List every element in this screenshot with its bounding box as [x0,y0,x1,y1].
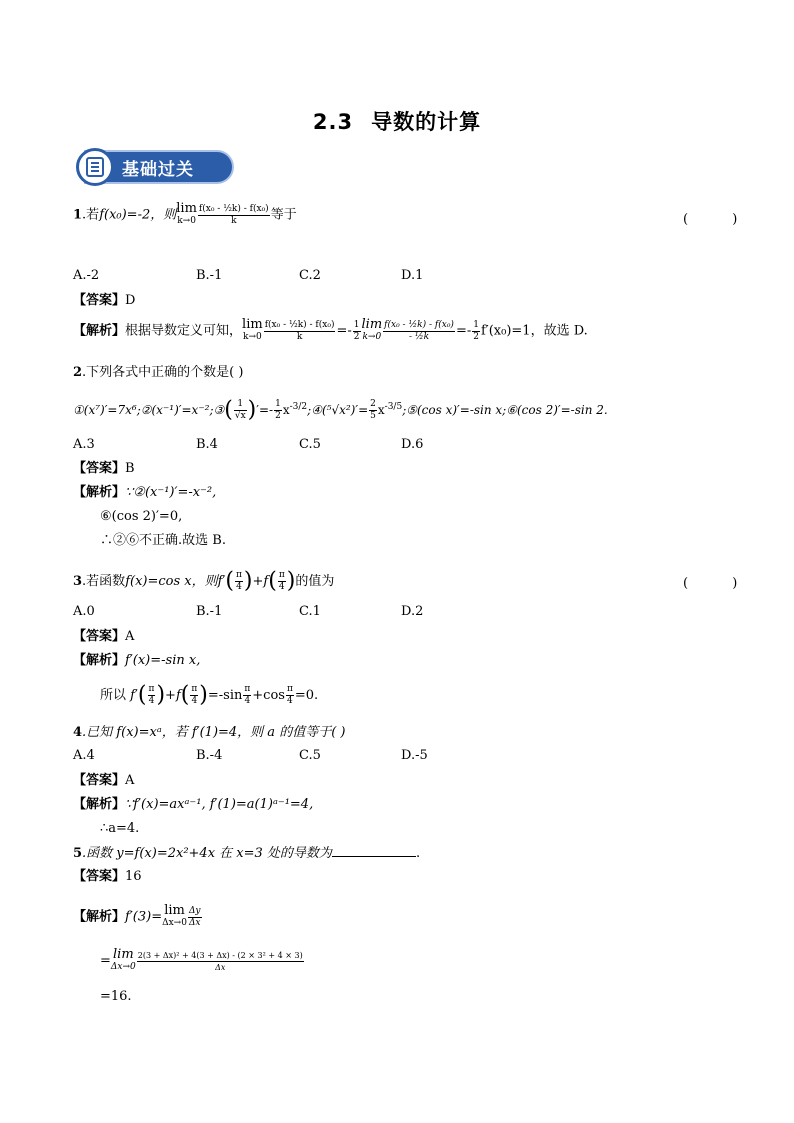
q2-stem: 2.下列各式中正确的个数是( ) [73,365,244,380]
list-icon [84,156,106,178]
section-banner [76,148,236,188]
q5-analysis-2: = lim Δx→0 $\frac{\text{2(3 + Δx)² + 4(3 + Δx) - (2 × 3² + 4 × 3)}}{\Delta x}$ [100,947,303,972]
q3-option-d: D.2 [401,604,424,619]
q5-number: 5 [73,846,83,861]
q3-answer: 【答案】A [73,629,135,644]
q1-analysis: 【解析】根据导数定义可知，lim k→0 $\frac{\text{f(x₀ - ½k) - f(x₀)}}{k}$ =- $\frac{1}{2}$ lim k→0 $\frac{\text{f(x₀ - ½k) - f(x₀)}}{\text{- ½k}}$ =- $\frac{1}{2}$ f′(x₀)=1，故选 D. [73,317,588,342]
q1-option-b: B.-1 [196,268,223,283]
q2-option-c: C.5 [299,437,321,452]
q2-analysis-1: 【解析】∵②(x⁻¹)′=-x⁻², [73,485,217,500]
q4-stem: 4.已知 f(x)=xᵃ，若 f′(1)=4，则 a 的值等于( ) [73,725,346,740]
q1-number: 1 [73,207,83,223]
q2-answer: 【答案】B [73,461,135,476]
q2-option-b: B.4 [196,437,218,452]
q2-items: ①(x⁷)′=7x⁶;②(x⁻¹)′=x⁻²;③( $\frac{1}{√x}$ )′=- $\frac{1}{2}$ $x^{-3/2};④(^5√x^2)'=$ $\frac{2}{5}$ $x^{-3/5};⑤(\cos$ x)′=-sin x;⑥(cos 2)′=-sin 2. [73,397,608,423]
q1-answer: 【答案】D [73,293,136,308]
q1-answer-bracket: ( ) [683,212,758,227]
q5-analysis-1: 【解析】f′(3)= lim Δx→0 $\frac{\Delta y}{\Delta x}$ [73,903,201,928]
q1-option-a: A.-2 [73,268,100,283]
q2-analysis-3: ∴②⑥不正确.故选 B. [100,533,226,548]
q4-option-d: D.-5 [401,748,428,763]
q2-number: 2 [73,365,83,380]
q4-analysis-2: ∴a=4. [100,821,140,836]
q5-answer: 【答案】16 [73,869,142,884]
q2-option-d: D.6 [401,437,424,452]
q5-answer-blank[interactable] [332,844,416,857]
q4-answer: 【答案】A [73,773,135,788]
q1-fraction: $\frac{\text{f(x₀ - ½k) - f(x₀)}}{k}$ [198,203,269,226]
q5-stem: 5.函数 y=f(x)=2x²+4x 在 x=3 处的导数为 . [73,846,421,861]
q3-stem: 3.若函数f(x)=cos x，则f′( $\frac{\pi}{4}$ )+f( $\frac{\pi}{4}$ )的值为 [73,568,335,594]
q2-option-a: A.3 [73,437,95,452]
q1-limit: lim k→0 [176,201,197,226]
banner-circle [76,148,114,186]
section-title: 导数的计算 [371,110,482,134]
q3-number: 3 [73,574,83,589]
q1-stem: 1.若f(x₀)=-2，则lim k→0 $\frac{\text{f(x₀ - ½k) - f(x₀)}}{k}$ 等于 [73,201,297,226]
section-number: 2.3 [312,110,354,134]
q4-analysis-1: 【解析】∵f′(x)=axᵃ⁻¹, f′(1)=a(1)ᵃ⁻¹=4, [73,797,314,812]
q3-analysis-2: 所以 f′( $\frac{\pi}{4}$ )+f( $\frac{\pi}{4}$ )=-sin $\frac{\pi}{4}$ +cos $\frac{\pi}{4}$ =0. [100,682,319,708]
q3-option-b: B.-1 [196,604,223,619]
page-title [0,106,794,136]
q3-option-c: C.1 [299,604,321,619]
q4-number: 4 [73,725,83,740]
q3-answer-bracket: ( ) [683,576,758,591]
banner-label: 基础过关 [122,160,194,180]
q4-option-a: A.4 [73,748,95,763]
q5-analysis-3: =16. [100,989,132,1004]
q4-option-b: B.-4 [196,748,223,763]
q2-analysis-2: ⑥(cos 2)′=0, [100,509,183,524]
q1-option-c: C.2 [299,268,321,283]
q1-option-d: D.1 [401,268,424,283]
q4-option-c: C.5 [299,748,321,763]
q3-option-a: A.0 [73,604,95,619]
q3-analysis-1: 【解析】f′(x)=-sin x, [73,653,201,668]
